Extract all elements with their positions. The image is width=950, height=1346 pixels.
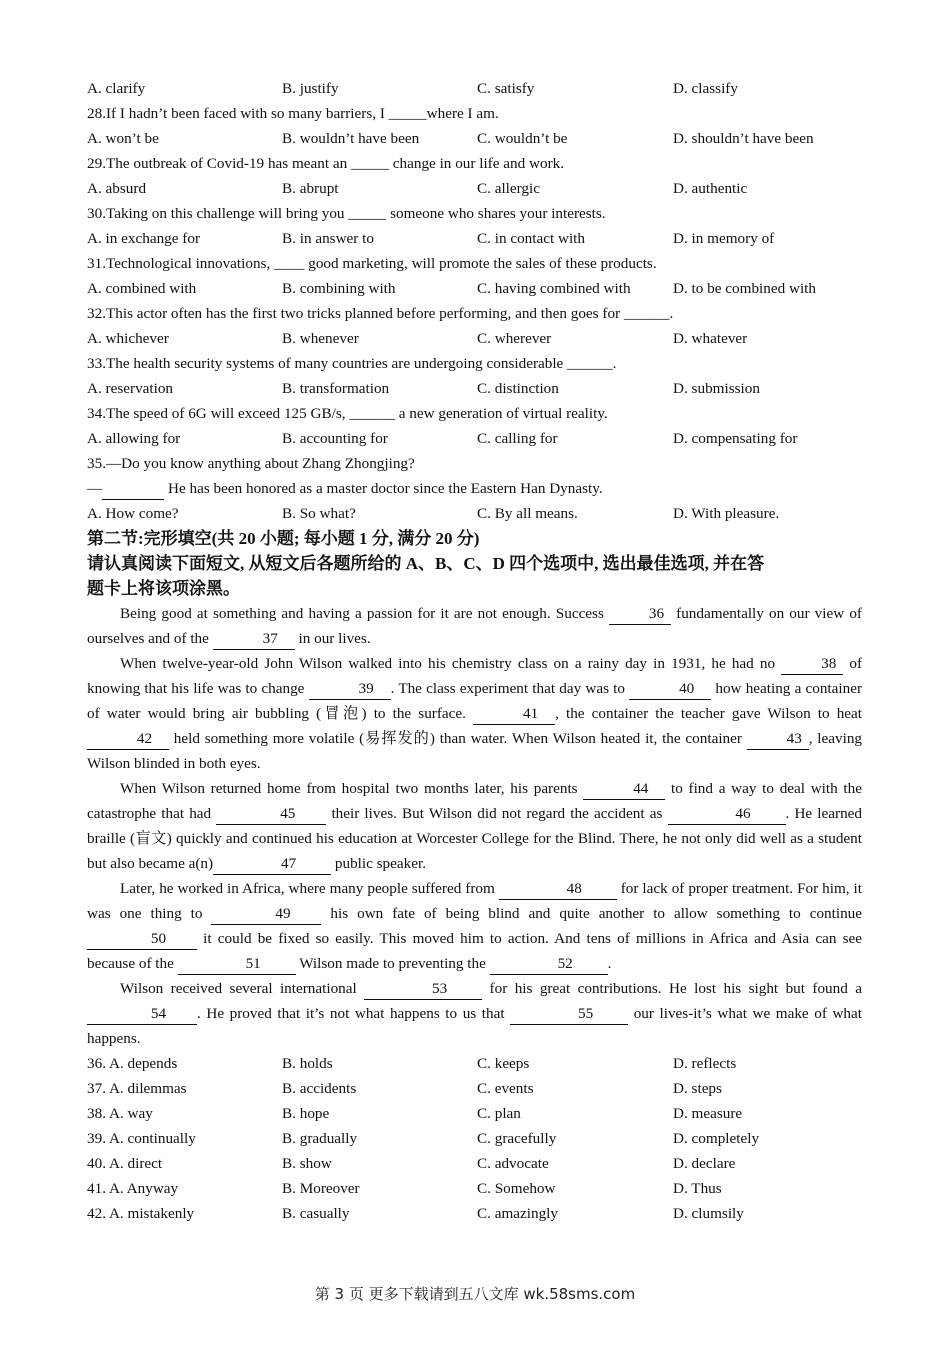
blank-49: 49 <box>211 904 321 925</box>
q31-options <box>87 276 862 301</box>
section-title: 第二节:完形填空(共 20 小题; 每小题 1 分, 满分 20 分) <box>87 529 480 548</box>
blank-52: 52 <box>490 954 608 975</box>
option-a: A. won’t be <box>87 130 159 147</box>
text: our lives-it’s what we make of what happens. <box>87 1005 862 1047</box>
text: Being good at something and having a passion for it are not enough. Success <box>120 605 609 622</box>
q29-options <box>87 176 862 201</box>
blank-39: 39 <box>309 679 391 700</box>
blank-38: 38 <box>781 654 843 675</box>
option-d: D. reflects <box>673 1055 737 1072</box>
option-d: D. With pleasure. <box>673 505 780 522</box>
exam-page <box>87 76 862 1226</box>
passage-paragraph-2 <box>87 651 862 776</box>
option-d: D. submission <box>673 380 760 397</box>
q35-options <box>87 501 862 526</box>
blank-46: 46 <box>668 804 786 825</box>
option-b: B. transformation <box>282 380 390 397</box>
blank-42: 42 <box>87 729 169 750</box>
text: Later, he worked in Africa, where many people suffered from <box>120 880 499 897</box>
option-b: B. accidents <box>282 1080 357 1097</box>
question-stem-34: 34.The speed of 6G will exceed 125 GB/s, ______ a new generation of virtual reality. <box>87 405 608 422</box>
blank-45: 45 <box>216 804 326 825</box>
blank-36: 36 <box>609 604 671 625</box>
text: for his great contributions. He lost his sight but found a <box>482 980 862 997</box>
option-a: A. absurd <box>87 180 147 197</box>
option-a: 37. A. dilemmas <box>87 1080 187 1097</box>
option-a: 39. A. continually <box>87 1130 196 1147</box>
text: to find a way to deal with the catastrophe that had <box>87 780 862 822</box>
text: for lack of proper treatment. For him, it was one thing to <box>87 880 862 922</box>
blank-54: 54 <box>87 1004 197 1025</box>
option-d: D. completely <box>673 1130 760 1147</box>
option-c: C. satisfy <box>477 80 535 97</box>
option-b: B. hope <box>282 1105 330 1122</box>
text: his own fate of being blind and quite another to allow something to continue <box>321 905 862 922</box>
passage-paragraph-3 <box>87 776 862 876</box>
answer-row-40 <box>87 1151 862 1176</box>
q27-options <box>87 76 862 101</box>
option-d: D. classify <box>673 80 738 97</box>
text: . <box>607 955 612 972</box>
answer-row-41 <box>87 1176 862 1201</box>
text: their lives. But Wilson did not regard the accident as <box>326 805 668 822</box>
option-c: C. distinction <box>477 380 559 397</box>
text: in our lives. <box>294 630 371 647</box>
option-a: A. allowing for <box>87 430 181 447</box>
question-stem-31: 31.Technological innovations, ____ good marketing, will promote the sales of these products. <box>87 255 657 272</box>
option-c: C. having combined with <box>477 280 631 297</box>
q33-options <box>87 376 862 401</box>
answer-blank <box>102 479 164 500</box>
option-a: A. whichever <box>87 330 169 347</box>
text: . He proved that it’s not what happens to us that <box>197 1005 511 1022</box>
option-a: A. combined with <box>87 280 197 297</box>
passage-paragraph-5 <box>87 976 862 1051</box>
text: public speaker. <box>331 855 426 872</box>
text: . The class experiment that day was to <box>390 680 630 697</box>
option-b: B. wouldn’t have been <box>282 130 420 147</box>
blank-50: 50 <box>87 929 197 950</box>
option-b: B. whenever <box>282 330 359 347</box>
section-instruction-line-2: 题卡上将该项涂黑。 <box>87 579 240 598</box>
blank-53: 53 <box>364 979 482 1000</box>
question-35-reply <box>87 476 862 501</box>
option-d: D. authentic <box>673 180 748 197</box>
reply-dash: — <box>87 480 103 497</box>
text: held something more volatile (易挥发的) than water. When Wilson heated it, the container <box>169 730 747 747</box>
option-c: C. allergic <box>477 180 540 197</box>
option-d: D. steps <box>673 1080 722 1097</box>
option-c: C. amazingly <box>477 1205 558 1222</box>
text: of knowing that his life was to change <box>87 655 862 697</box>
option-a: A. reservation <box>87 380 174 397</box>
option-d: D. clumsily <box>673 1205 744 1222</box>
option-b: B. abrupt <box>282 180 339 197</box>
option-d: D. Thus <box>673 1180 722 1197</box>
option-d: D. compensating for <box>673 430 798 447</box>
option-a: A. in exchange for <box>87 230 201 247</box>
text: it could be fixed so easily. This moved him to action. And tens of millions in Africa and Asia can see because of the <box>87 930 862 972</box>
blank-47: 47 <box>213 854 331 875</box>
option-c: C. events <box>477 1080 534 1097</box>
blank-37: 37 <box>213 629 295 650</box>
option-d: D. whatever <box>673 330 748 347</box>
option-c: C. advocate <box>477 1155 549 1172</box>
option-c: C. Somehow <box>477 1180 556 1197</box>
option-a: 40. A. direct <box>87 1155 163 1172</box>
question-stem-30: 30.Taking on this challenge will bring you _____ someone who shares your interests. <box>87 205 606 222</box>
option-a: A. clarify <box>87 80 146 97</box>
option-b: B. So what? <box>282 505 356 522</box>
answer-row-37 <box>87 1076 862 1101</box>
option-d: D. shouldn’t have been <box>673 130 814 147</box>
question-stem-32: 32.This actor often has the first two tricks planned before performing, and then goes for ______. <box>87 305 674 322</box>
section-instruction-line-1: 请认真阅读下面短文, 从短文后各题所给的 A、B、C、D 四个选项中, 选出最佳选项, 并在答 <box>87 554 765 573</box>
option-b: B. casually <box>282 1205 350 1222</box>
option-a: 36. A. depends <box>87 1055 178 1072</box>
blank-51: 51 <box>178 954 296 975</box>
text: When Wilson returned home from hospital two months later, his parents <box>120 780 584 797</box>
option-c: C. calling for <box>477 430 558 447</box>
answer-row-42 <box>87 1201 862 1226</box>
page-footer: 第 3 页 更多下载请到五八文库 wk.58sms.com <box>314 1285 636 1303</box>
question-stem-29: 29.The outbreak of Covid-19 has meant an _____ change in our life and work. <box>87 155 565 172</box>
option-c: C. keeps <box>477 1055 530 1072</box>
option-c: C. wouldn’t be <box>477 130 568 147</box>
option-b: B. combining with <box>282 280 396 297</box>
option-b: B. show <box>282 1155 332 1172</box>
option-c: C. gracefully <box>477 1130 557 1147</box>
q28-options <box>87 126 862 151</box>
question-stem-28: 28.If I hadn’t been faced with so many barriers, I _____where I am. <box>87 105 499 122</box>
q30-options <box>87 226 862 251</box>
option-a: 38. A. way <box>87 1105 153 1122</box>
text: Wilson received several international <box>120 980 365 997</box>
option-b: B. accounting for <box>282 430 388 447</box>
answer-row-39 <box>87 1126 862 1151</box>
passage-paragraph-4 <box>87 876 862 976</box>
blank-40: 40 <box>629 679 711 700</box>
option-c: C. plan <box>477 1105 521 1122</box>
q34-options <box>87 426 862 451</box>
option-d: D. to be combined with <box>673 280 816 297</box>
text: . He learned braille (盲文) quickly and continued his education at Worcester College for the Blind. There, he not only did well as a student but also became a(n) <box>87 805 862 872</box>
blank-44: 44 <box>583 779 665 800</box>
option-c: C. wherever <box>477 330 552 347</box>
text: When twelve-year-old John Wilson walked into his chemistry class on a rainy day in 1931, he had no <box>120 655 782 672</box>
text: , leaving Wilson blinded in both eyes. <box>87 730 863 772</box>
option-b: B. justify <box>282 80 339 97</box>
text: how heating a container of water would bring air bubbling (冒泡) to the surface. <box>87 680 862 722</box>
option-c: C. in contact with <box>477 230 585 247</box>
question-stem-33: 33.The health security systems of many countries are undergoing considerable ______. <box>87 355 617 372</box>
blank-48: 48 <box>499 879 617 900</box>
text: , the container the teacher gave Wilson to heat <box>555 705 863 722</box>
option-d: D. declare <box>673 1155 736 1172</box>
option-b: B. holds <box>282 1055 333 1072</box>
text: fundamentally on our view of ourselves and of the <box>87 605 862 647</box>
blank-55: 55 <box>510 1004 628 1025</box>
option-d: D. in memory of <box>673 230 775 247</box>
passage-paragraph-1 <box>87 601 862 651</box>
option-a: 42. A. mistakenly <box>87 1205 195 1222</box>
option-b: B. in answer to <box>282 230 374 247</box>
option-a: 41. A. Anyway <box>87 1180 179 1197</box>
option-b: B. Moreover <box>282 1180 360 1197</box>
reply-text: He has been honored as a master doctor since the Eastern Han Dynasty. <box>164 480 603 497</box>
blank-43: 43 <box>747 729 809 750</box>
answer-row-38 <box>87 1101 862 1126</box>
blank-41: 41 <box>473 704 555 725</box>
answer-row-36 <box>87 1051 862 1076</box>
q32-options <box>87 326 862 351</box>
option-d: D. measure <box>673 1105 743 1122</box>
option-a: A. How come? <box>87 505 179 522</box>
option-b: B. gradually <box>282 1130 358 1147</box>
option-c: C. By all means. <box>477 505 578 522</box>
text: Wilson made to preventing the <box>295 955 490 972</box>
question-stem-35: 35.—Do you know anything about Zhang Zhongjing? <box>87 455 415 472</box>
